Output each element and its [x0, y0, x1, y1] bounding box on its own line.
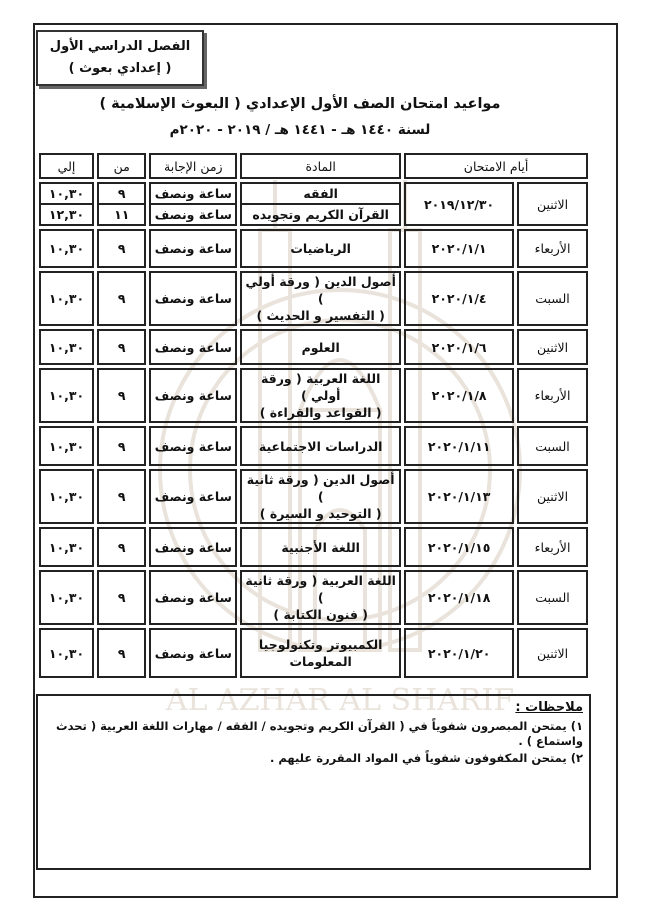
exam-to: ١٠,٣٠: [39, 570, 94, 625]
exam-day: الأربعاء: [517, 368, 588, 423]
header-duration: زمن الإجابة: [149, 153, 237, 179]
table-row: [39, 329, 588, 365]
exam-from: ٩: [97, 329, 146, 365]
exam-day: الاثنين: [517, 182, 588, 226]
exam-duration: ساعة ونصف: [149, 368, 237, 423]
subject-line: اللغة العربية ( ورقة ثانية ): [245, 573, 396, 605]
subject-line: القرآن الكريم وتجويده: [242, 203, 399, 224]
exam-from: [97, 182, 146, 226]
exam-date: ٢٠٢٠/١/١٣: [404, 469, 514, 524]
exam-from: ٩: [97, 570, 146, 625]
table-row: [39, 368, 588, 423]
exam-duration: ساعة ونصف: [149, 271, 237, 326]
exam-day: السبت: [517, 570, 588, 625]
exam-schedule-table: [36, 150, 591, 681]
subject-line: العلوم: [301, 339, 340, 355]
subject-line: أصول الدين ( ورقة ثانية ): [246, 472, 395, 504]
notes-section: [36, 694, 591, 870]
subject-line: الرياضيات: [290, 241, 351, 256]
exam-from: ٩: [97, 368, 146, 423]
exam-date: ٢٠٢٠/١/١: [404, 229, 514, 268]
exam-subject: [240, 368, 401, 423]
note-item: ٢) يمتحن المكفوفون شفوياً في المواد المقررة عليهم .: [269, 751, 583, 765]
exam-to: ١٠,٣٠: [39, 628, 94, 678]
subject-line: ( التفسير و الحديث ): [256, 308, 385, 323]
exam-to: ١٠,٣٠: [39, 271, 94, 326]
table-header-row: [39, 153, 588, 179]
from-line: ٩: [117, 186, 126, 201]
subject-line: ( التوحيد و السيرة ): [259, 506, 382, 521]
exam-duration: ساعة ونصف: [149, 426, 237, 466]
exam-from: ٩: [97, 628, 146, 678]
page-title: مواعيد امتحان الصف الأول الإعدادي ( البعوث الإسلامية ): [99, 96, 501, 112]
exam-duration: ساعة ونصف: [149, 229, 237, 268]
exam-duration: ساعة ونصف: [149, 469, 237, 524]
exam-day: الأربعاء: [517, 229, 588, 268]
exam-subject: [240, 469, 401, 524]
exam-duration: ساعة ونصف: [149, 628, 237, 678]
exam-day: الأربعاء: [517, 527, 588, 567]
exam-from: ٩: [97, 426, 146, 466]
exam-date: ٢٠٢٠/١/٢٠: [404, 628, 514, 678]
table-row: [39, 527, 588, 567]
exam-day: الاثنين: [517, 329, 588, 365]
subject-line: اللغة الأجنبية: [281, 539, 360, 555]
exam-day: الاثنين: [517, 628, 588, 678]
exam-from: ٩: [97, 271, 146, 326]
subject-line: اللغة العربية ( ورقة أولي ): [260, 371, 381, 403]
exam-subject: [240, 229, 401, 268]
exam-day: الاثنين: [517, 469, 588, 524]
from-line: ١١: [99, 203, 144, 224]
exam-date: ٢٠٢٠/١/١١: [404, 426, 514, 466]
exam-subject: [240, 570, 401, 625]
table-row: [39, 182, 588, 226]
exam-from: ٩: [97, 229, 146, 268]
header-to: إلي: [39, 153, 94, 179]
exam-day: السبت: [517, 271, 588, 326]
exam-to: ١٠,٣٠: [39, 426, 94, 466]
note-item: ١) يمتحن المبصرون شفوياً في ( القرآن الكريم وتجويده / الفقه / مهارات اللغة العربية ( تحدث واستماع ) .: [56, 719, 583, 748]
exam-to: [39, 182, 94, 226]
table-row: [39, 271, 588, 326]
exam-subject: [240, 329, 401, 365]
exam-date: ٢٠٢٠/١/٨: [404, 368, 514, 423]
exam-to: ١٠,٣٠: [39, 368, 94, 423]
exam-date: ٢٠٢٠/١/٤: [404, 271, 514, 326]
term-line-1: الفصل الدراسي الأول: [49, 39, 191, 54]
exam-subject: [240, 527, 401, 567]
table-row: [39, 570, 588, 625]
exam-duration: ساعة ونصف: [149, 570, 237, 625]
subject-line: الكمبيوتر وتكنولوجيا: [258, 637, 383, 652]
to-line: ١٢,٣٠: [41, 203, 92, 224]
exam-duration: ساعة ونصف: [149, 527, 237, 567]
exam-duration: [149, 182, 237, 226]
exam-to: ١٠,٣٠: [39, 527, 94, 567]
to-line: ١٠,٣٠: [48, 186, 85, 201]
exam-subject: [240, 271, 401, 326]
table-row: [39, 229, 588, 268]
header-exam-days: أيام الامتحان: [404, 153, 588, 179]
subject-line: ( فنون الكتابة ): [273, 607, 368, 622]
term-label-box: [36, 30, 204, 86]
exam-to: ١٠,٣٠: [39, 469, 94, 524]
subject-line: الفقه: [303, 186, 338, 201]
notes-title: ملاحظات :: [515, 700, 583, 715]
exam-date: ٢٠١٩/١٢/٣٠: [404, 182, 514, 226]
header-from: من: [97, 153, 146, 179]
table-row: [39, 628, 588, 678]
table-row: [39, 469, 588, 524]
exam-date: ٢٠٢٠/١/٦: [404, 329, 514, 365]
subject-line: ( القواعد والقراءة ): [259, 405, 382, 420]
page-subtitle: لسنة ١٤٤٠ هـ - ١٤٤١ هـ / ٢٠١٩ - ٢٠٢٠م: [169, 122, 431, 138]
subject-line: المعلومات: [289, 654, 352, 669]
exam-day: السبت: [517, 426, 588, 466]
table-row: [39, 426, 588, 466]
exam-to: ١٠,٣٠: [39, 329, 94, 365]
subject-line: أصول الدين ( ورقة أولي ): [245, 274, 396, 306]
exam-duration: ساعة ونصف: [149, 329, 237, 365]
exam-subject: [240, 426, 401, 466]
exam-date: ٢٠٢٠/١/١٨: [404, 570, 514, 625]
header-subject: المادة: [240, 153, 401, 179]
exam-subject: [240, 628, 401, 678]
duration-line: ساعة ونصف: [151, 203, 235, 224]
exam-from: ٩: [97, 527, 146, 567]
subject-line: الدراسات الاجتماعية: [258, 438, 383, 454]
duration-line: ساعة ونصف: [154, 186, 232, 201]
exam-from: ٩: [97, 469, 146, 524]
exam-subject: [240, 182, 401, 226]
exam-date: ٢٠٢٠/١/١٥: [404, 527, 514, 567]
exam-to: ١٠,٣٠: [39, 229, 94, 268]
term-line-2: ( إعدادي بعوث ): [68, 61, 172, 76]
